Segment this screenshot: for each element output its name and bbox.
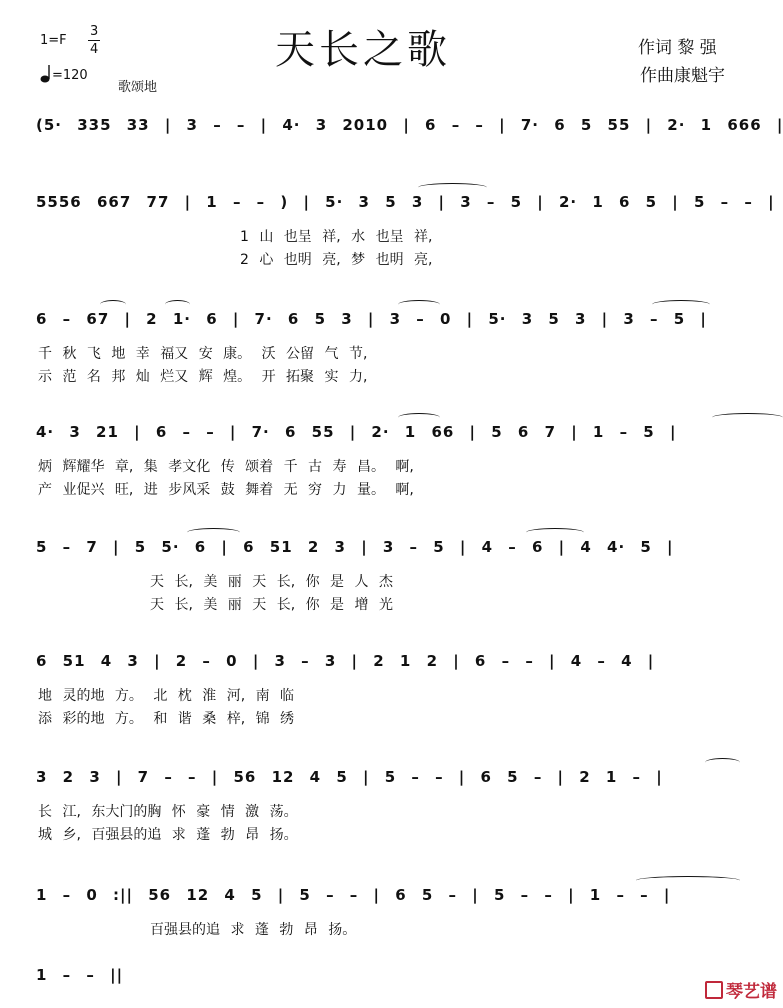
logo-icon — [705, 981, 723, 999]
key-signature: 1=F — [40, 33, 67, 48]
slur-mark — [652, 300, 710, 309]
notation-row: 5556 667 77 | 1 – – ) | 5· 3 5 3 | 3 – 5 | 2· 1 6 5 | 5 – – | — [36, 193, 775, 211]
slur-mark — [636, 876, 740, 885]
time-signature-bottom: 4 — [90, 42, 99, 57]
lyrics-verse-1: 百强县的追 求 蓬 勃 昂 扬。 — [150, 922, 357, 938]
lyrics-verse-2: 2 心 也明 亮, 梦 也明 亮, — [240, 252, 433, 268]
song-title: 天长之歌 — [275, 27, 451, 73]
slur-mark — [712, 413, 783, 422]
time-signature-top: 3 — [90, 24, 99, 39]
slur-mark — [100, 300, 126, 309]
watermark-logo — [705, 977, 777, 1002]
notation-row: (5· 335 33 | 3 – – | 4· 3 2010 | 6 – – | 7· 6 5 55 | 2· 1 666 | — [36, 116, 783, 134]
lyrics-verse-2: 示 范 名 邦 灿 烂又 辉 煌。 开 拓聚 实 力, — [38, 369, 368, 385]
style-marking: 歌颂地 — [118, 80, 158, 95]
notation-row: 6 – 67 | 2 1· 6 | 7· 6 5 3 | 3 – 0 | 5· 3 5 3 | 3 – 5 | — [36, 310, 707, 328]
notation-row: 5 – 7 | 5 5· 6 | 6 51 2 3 | 3 – 5 | 4 – 6 | 4 4· 5 | — [36, 538, 674, 556]
composer-credit: 作曲康魁宇 — [640, 66, 725, 86]
lyricist-credit: 作词 黎 强 — [638, 38, 717, 58]
lyrics-verse-2: 城 乡, 百强县的追 求 蓬 勃 昂 扬。 — [38, 827, 298, 843]
slur-mark — [705, 758, 740, 767]
lyrics-verse-1: 千 秋 飞 地 幸 福又 安 康。 沃 公留 气 节, — [38, 346, 368, 362]
slur-mark — [165, 300, 190, 309]
notation-row: 6 51 4 3 | 2 – 0 | 3 – 3 | 2 1 2 | 6 – – | 4 – 4 | — [36, 652, 655, 670]
notation-row: 4· 3 21 | 6 – – | 7· 6 55 | 2· 1 66 | 5 6 7 | 1 – 5 | — [36, 423, 677, 441]
lyrics-verse-1: 长 江, 东大门的胸 怀 豪 情 激 荡。 — [38, 804, 298, 820]
lyrics-verse-1: 1 山 也呈 祥, 水 也呈 祥, — [240, 229, 433, 245]
lyrics-verse-1: 炳 辉耀华 章, 集 孝文化 传 颂着 千 古 寿 昌。 啊, — [38, 459, 414, 475]
slur-mark — [418, 183, 487, 192]
notation-row: 1 – – || — [36, 966, 124, 984]
lyrics-verse-2: 产 业促兴 旺, 进 步风采 鼓 舞着 无 穷 力 量。 啊, — [38, 482, 414, 498]
lyrics-verse-1: 天 长, 美 丽 天 长, 你 是 人 杰 — [150, 574, 393, 590]
slur-mark — [187, 528, 240, 537]
watermark-text: 琴艺谱 — [726, 982, 777, 1002]
slur-mark — [398, 300, 440, 309]
tempo-marking: =120 — [52, 68, 88, 83]
slur-mark — [398, 413, 440, 422]
notation-row: 3 2 3 | 7 – – | 56 12 4 5 | 5 – – | 6 5 – | 2 1 – | — [36, 768, 663, 786]
slur-mark — [526, 528, 584, 537]
notation-row: 1 – 0 :|| 56 12 4 5 | 5 – – | 6 5 – | 5 – – | 1 – – | — [36, 886, 671, 904]
lyrics-verse-2: 天 长, 美 丽 天 长, 你 是 增 光 — [150, 597, 393, 613]
time-signature-line — [88, 40, 100, 41]
lyrics-verse-1: 地 灵的地 方。 北 枕 淮 河, 南 临 — [38, 688, 295, 704]
lyrics-verse-2: 添 彩的地 方。 和 谐 桑 梓, 锦 绣 — [38, 711, 295, 727]
